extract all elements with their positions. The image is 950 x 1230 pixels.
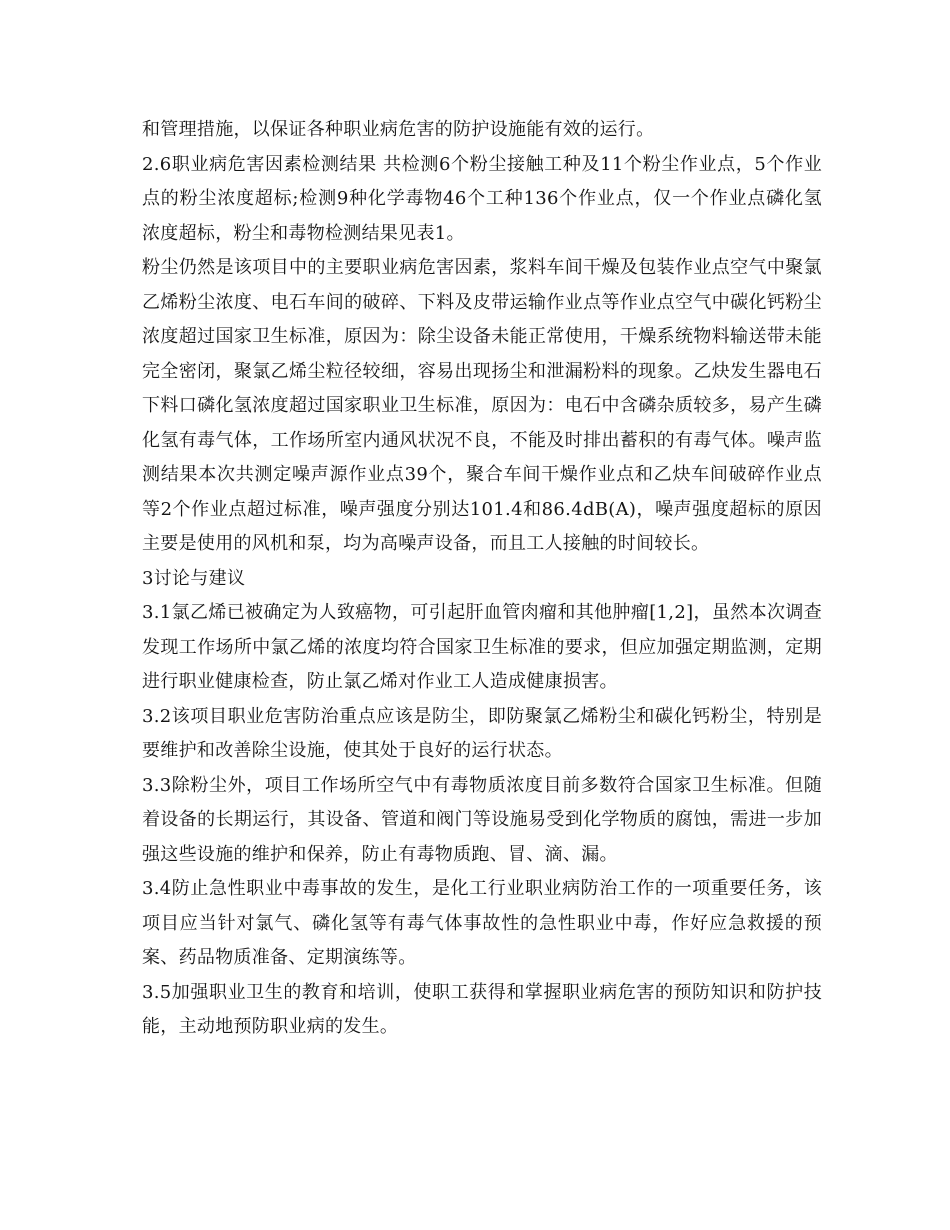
paragraph-3-4: 3.4防止急性职业中毒事故的发生，是化工行业职业病防治工作的一项重要任务，该项目应当针对氯气、磷化氢等有毒气体事故性的急性职业中毒，作好应急救援的预案、药品物质准备、定期演练等。 [142,878,822,968]
paragraph-3-3: 3.3除粉尘外，项目工作场所空气中有毒物质浓度目前多数符合国家卫生标准。但随着设备的长期运行，其设备、管道和阀门等设施易受到化学物质的腐蚀，需进一步加强这些设施的维护和保养，防止有毒物质跑、冒、滴、漏。 [142,774,822,865]
document-body [142,113,822,1045]
paragraph-dust-analysis: 粉尘仍然是该项目中的主要职业病危害因素，浆料车间干燥及包装作业点空气中聚氯乙烯粉尘浓度、电石车间的破碎、下料及皮带运输作业点等作业点空气中碳化钙粉尘浓度超过国家卫生标准，原因为：除尘设备未能正常使用，干燥系统物料输送带未能完全密闭，聚氯乙烯尘粒径较细，容易出现扬尘和泄漏粉料的现象。乙炔发生器电石下料口磷化氢浓度超过国家职业卫生标准，原因为：电石中含磷杂质较多，易产生磷化氢有毒气体，工作场所室内通风状况不良，不能及时排出蓄积的有毒气体。噪声监测结果本次共测定噪声源作业点39个，聚合车间干燥作业点和乙炔车间破碎作业点等2个作业点超过标准，噪声强度分别达101.4和86.4dB(A)，噪声强度超标的原因主要是使用的风机和泵，均为高噪声设备，而且工人接触的时间较长。 [142,257,822,554]
paragraph-3-5: 3.5加强职业卫生的教育和培训，使职工获得和掌握职业病危害的预防知识和防护技能，主动地预防职业病的发生。 [142,981,822,1037]
section-heading-3: 3讨论与建议 [142,567,246,589]
paragraph-continuation: 和管理措施，以保证各种职业病危害的防护设施能有效的运行。 [142,119,655,140]
paragraph-3-2: 3.2该项目职业危害防治重点应该是防尘，即防聚氯乙烯粉尘和碳化钙粉尘，特别是要维护和改善除尘设施，使其处于良好的运行状态。 [142,705,822,761]
paragraph-3-1: 3.1氯乙烯已被确定为人致癌物，可引起肝血管肉瘤和其他肿瘤[1,2]，虽然本次调查发现工作场所中氯乙烯的浓度均符合国家卫生标准的要求，但应加强定期监测，定期进行职业健康检查，防止氯乙烯对作业工人造成健康损害。 [142,602,822,692]
paragraph-2-6-detection-results: 2.6职业病危害因素检测结果 共检测6个粉尘接触工种及11个粉尘作业点，5个作业点的粉尘浓度超标;检测9种化学毒物46个工种136个作业点，仅一个作业点磷化氢浓度超标，粉尘和毒物检测结果见表1。 [142,153,822,244]
